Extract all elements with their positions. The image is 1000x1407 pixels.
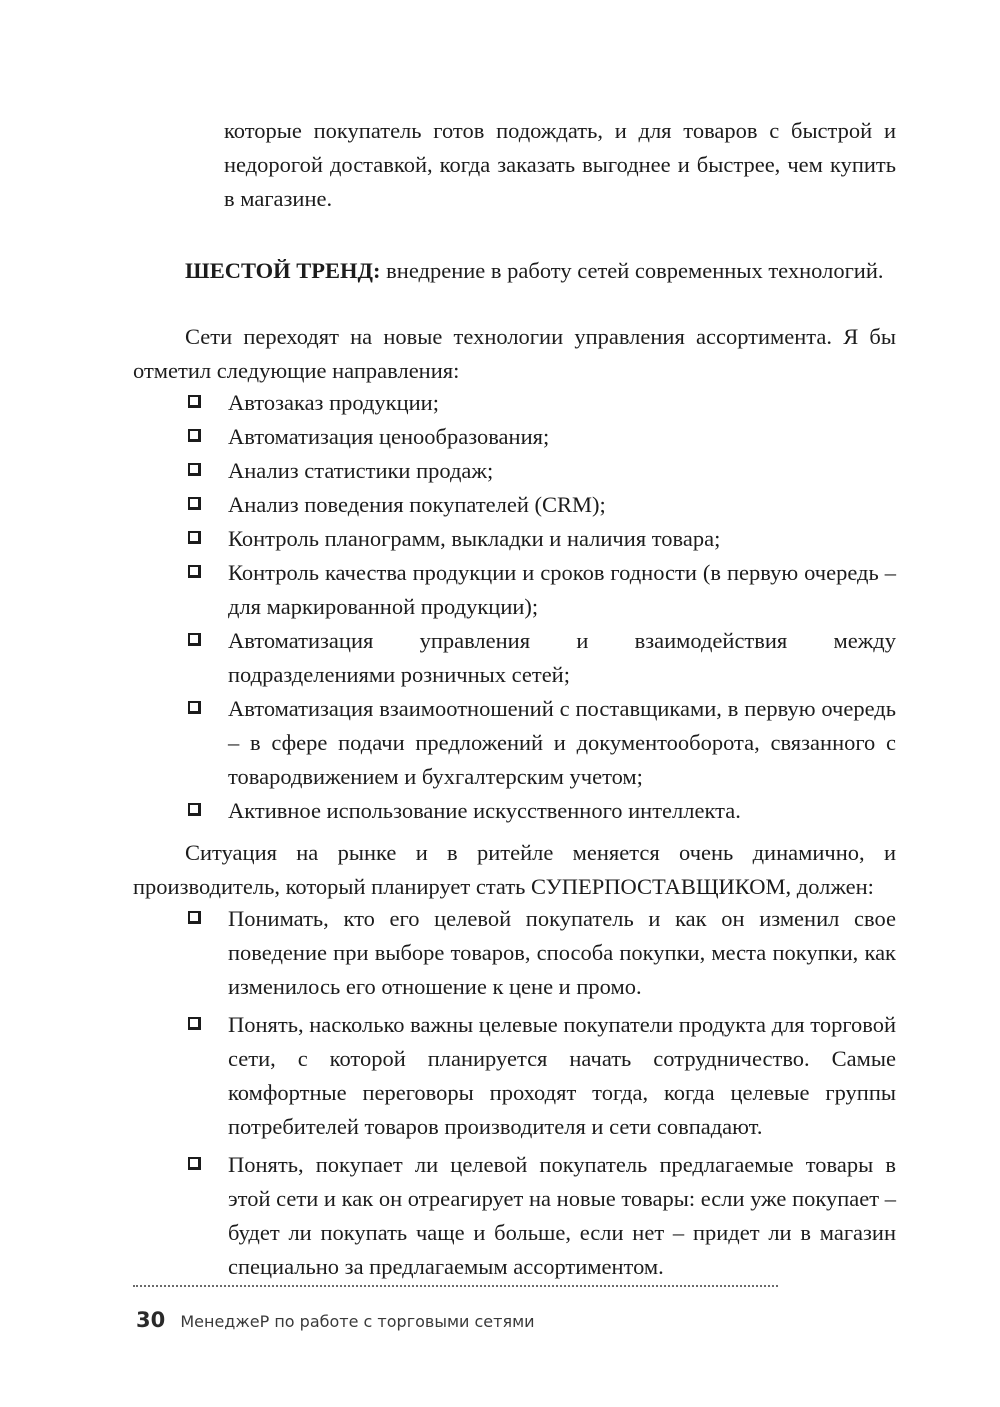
footer-divider [133, 1285, 778, 1287]
supplier-requirements-list [133, 902, 896, 1284]
checkbox-bullet-icon [188, 429, 201, 442]
checkbox-bullet-icon [188, 463, 201, 476]
intro-paragraph: которые покупатель готов подождать, и для товаров с быстрой и недорогой доставкой, когда заказать выгоднее и быстрее, чем купить в магазине. [224, 118, 896, 211]
list-item: Понять, насколько важны целевые покупатели продукта для торговой сети, с которой планируется начать сотрудничество. Самые комфортные переговоры проходят тогда, когда целевые группы потребителей товаров производителя и сети совпадают. [133, 1008, 896, 1144]
list-item: Понять, покупает ли целевой покупатель предлагаемые товары в этой сети и как он отреагирует на новые товары: если уже покупает – будет ли покупать чаще и больше, если нет – придет ли в магазин специально за предлагаемым ассортиментом. [133, 1148, 896, 1284]
checkbox-bullet-icon [188, 633, 201, 646]
checkbox-bullet-icon [188, 531, 201, 544]
checkbox-bullet-icon [188, 1017, 201, 1030]
list-item: Автоматизация управления и взаимодействия между подразделениями розничных сетей; [133, 624, 896, 692]
technologies-list [133, 386, 896, 828]
checkbox-bullet-icon [188, 395, 201, 408]
trend-text: внедрение в работу сетей современных технологий. [380, 258, 884, 283]
list-item: Автоматизация ценообразования; [133, 420, 896, 454]
technologies-paragraph: Сети переходят на новые технологии управления ассортимента. Я бы отметил следующие направления: [133, 324, 896, 383]
checkbox-bullet-icon [188, 1157, 201, 1170]
list-item: Анализ поведения покупателей (CRM); [133, 488, 896, 522]
list-item: Понимать, кто его целевой покупатель и как он изменил свое поведение при выборе товаров, способа покупки, места покупки, как изменилось его отношение к цене и промо. [133, 902, 896, 1004]
checkbox-bullet-icon [188, 497, 201, 510]
checkbox-bullet-icon [188, 565, 201, 578]
checkbox-bullet-icon [188, 911, 201, 924]
trend-paragraph [133, 254, 896, 288]
checkbox-bullet-icon [188, 701, 201, 714]
trend-heading: ШЕСТОЙ ТРЕНД: [185, 258, 381, 283]
list-item: Автозаказ продукции; [133, 386, 896, 420]
list-item: Автоматизация взаимоотношений с поставщиками, в первую очередь – в сфере подачи предложений и документооборота, связанного с товародвижением и бухгалтерским учетом; [133, 692, 896, 794]
list-item: Активное использование искусственного интеллекта. [133, 794, 896, 828]
page-number: 30 [136, 1308, 166, 1332]
supplier-paragraph: Ситуация на рынке и в ритейле меняется очень динамично, и производитель, который планирует стать СУПЕРПОСТАВЩИКОМ, должен: [133, 840, 896, 899]
list-item: Анализ статистики продаж; [133, 454, 896, 488]
running-title: МенеджеР по работе с торговыми сетями [180, 1312, 535, 1331]
list-item: Контроль качества продукции и сроков годности (в первую очередь – для маркированной продукции); [133, 556, 896, 624]
list-item: Контроль планограмм, выкладки и наличия товара; [133, 522, 896, 556]
checkbox-bullet-icon [188, 803, 201, 816]
page-footer [136, 1308, 535, 1332]
